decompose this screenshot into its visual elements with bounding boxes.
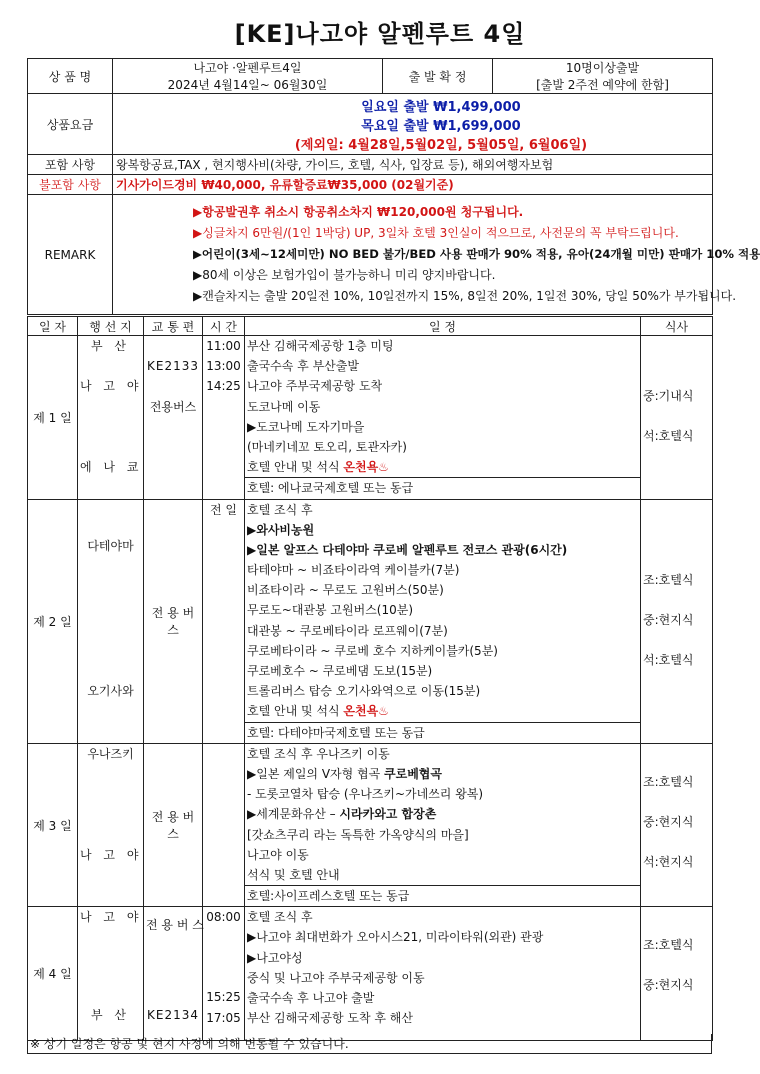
page-title: [KE]나고야 알펜루트 4일 <box>234 20 526 48</box>
itinerary-item: 타테야마 ~ 비죠타이라역 케이블카(7분) <box>247 563 460 578</box>
blank <box>78 417 143 437</box>
itinerary-item: 도코나메 이동 <box>247 399 321 414</box>
itinerary-item: 호텔 조식 후 <box>247 502 313 517</box>
meal: 조:호텔식 <box>643 572 694 587</box>
remark-cell <box>113 195 760 315</box>
product-name-cell <box>113 59 383 94</box>
included-label: 포함 사항 <box>28 155 113 175</box>
time: 14:25 <box>206 379 241 394</box>
itinerary-item: 쿠로베타이라 ~ 쿠로베 호수 지하케이블카(5분) <box>247 643 498 658</box>
meal: 석:호텔식 <box>643 429 694 444</box>
itinerary-item: 중식 및 나고야 주부국제공항 이동 <box>247 970 425 985</box>
meal: 조:호텔식 <box>643 938 694 953</box>
itinerary-item: ▶와사비농원 <box>247 522 315 537</box>
meal: 조:호텔식 <box>643 774 694 789</box>
day-transport <box>144 336 203 500</box>
remark-label: REMARK <box>28 195 113 315</box>
itinerary-item: 나고야 이동 <box>247 847 309 862</box>
dinner-text: 호텔 안내 및 석식 <box>247 460 344 475</box>
meal: 석:현지식 <box>643 855 694 870</box>
product-info-table <box>27 58 760 315</box>
remark-cancel-fee: ▶항공발권후 취소시 항공취소차지 ₩120,000원 청구됩니다. <box>193 205 524 219</box>
itinerary-item: 부산 김해국제공항 1층 미팅 <box>247 339 394 353</box>
place: 나 고 야 <box>80 379 143 394</box>
price-thursday: 목요일 출발 ₩1,699,000 <box>361 118 521 134</box>
day-meals <box>641 907 713 1041</box>
place: 우나즈키 <box>87 746 134 761</box>
price-label: 상품요금 <box>28 94 113 155</box>
flight-number: KE2134 <box>147 1008 199 1023</box>
itinerary-text: ▶일본 제일의 V자형 협곡 <box>247 766 385 781</box>
blank <box>144 336 202 356</box>
day-places <box>78 336 144 500</box>
price-excluded-dates: (제외일: 4월28일,5월02일, 5월05일, 6월06일) <box>294 137 588 153</box>
itinerary-item: 트롤리버스 탑승 오기사와역으로 이동(15분) <box>247 684 481 699</box>
time: 전 일 <box>210 502 237 517</box>
meal: 중:기내식 <box>643 389 694 403</box>
day-times <box>203 499 245 743</box>
excluded-label: 불포함 사항 <box>28 175 113 195</box>
time: 13:00 <box>206 359 241 374</box>
day-transport <box>144 907 203 1041</box>
remark-child-price: ▶어린이(3세~12세미만) NO BED 불가/BED 사용 판매가 90% 적용, 유아(24개월 미만) 판매가 10% 적용 <box>193 247 760 261</box>
time: 08:00 <box>206 910 241 925</box>
product-name-label: 상 품 명 <box>28 59 113 94</box>
itinerary-item: 나고야 주부국제공항 도착 <box>247 379 383 394</box>
itinerary-item <box>245 764 640 784</box>
flight-number: KE2133 <box>147 359 199 374</box>
itinerary-item: - 도롯코열차 탑승 (우나즈키~가네쓰리 왕복) <box>247 787 484 802</box>
day-transport: 전 용 버 스 <box>144 499 203 743</box>
itinerary-item: 무로도~대관봉 고원버스(10분) <box>247 603 414 618</box>
itinerary-item: 쿠로베호수 ~ 쿠로베댐 도보(15분) <box>247 664 433 678</box>
day-meals <box>641 336 713 500</box>
itinerary-item: (마네키네꼬 토오리, 토관자카) <box>247 439 407 454</box>
header-itinerary: 일 정 <box>245 317 641 336</box>
place: 다테야마 <box>87 538 134 553</box>
day-itinerary <box>245 743 641 907</box>
header-meal: 식사 <box>641 317 713 336</box>
hotel-info: 호텔: 다테야마국제호텔 또는 동급 <box>247 725 425 740</box>
day-row <box>28 336 713 500</box>
blank <box>144 376 202 396</box>
day-times <box>203 336 245 500</box>
day-itinerary <box>245 499 641 743</box>
day-meals <box>641 743 713 907</box>
included-text: 왕복항공료,TAX , 현지행사비(차량, 가이드, 호텔, 식사, 입장료 등), 해외여행자보험 <box>113 155 713 175</box>
product-name: 나고야 ·알펜루트4일 <box>193 61 302 75</box>
transport: 전 용 버 스 <box>146 918 204 933</box>
excluded-text: 기사가이드경비 ₩40,000, 유류할증료₩35,000 (02월기준) <box>113 175 713 195</box>
itinerary-item: ▶나고야성 <box>247 950 303 965</box>
price-sunday: 일요일 출발 ₩1,499,000 <box>361 99 521 115</box>
hotel-info: 호텔:사이프레스호텔 또는 동급 <box>247 889 410 904</box>
meal: 중:현지식 <box>643 978 694 993</box>
transport: 전용버스 <box>149 399 197 414</box>
remark-insurance: ▶80세 이상은 보험가입이 불가능하니 미리 양지바랍니다. <box>193 268 496 282</box>
time: 15:25 <box>206 990 241 1005</box>
day-row <box>28 499 713 743</box>
day-label: 제 1 일 <box>28 336 78 500</box>
itinerary-item: [갓쇼츠쿠리 라는 독특한 가옥양식의 마을] <box>247 827 469 842</box>
day-meals <box>641 499 713 743</box>
blank <box>78 397 143 417</box>
day-label: 제 2 일 <box>28 499 78 743</box>
place: 나 고 야 <box>80 910 143 925</box>
itinerary-highlight: 쿠로베협곡 <box>384 766 442 781</box>
itinerary-item <box>245 804 640 824</box>
header-day: 일 자 <box>28 317 78 336</box>
place: 에 나 쿄 <box>80 460 143 475</box>
itinerary-item: 석식 및 호텔 안내 <box>245 865 640 886</box>
itinerary-item: 출국수속 후 부산출발 <box>247 359 359 374</box>
place: 부 산 <box>91 339 130 353</box>
departure-confirm-label: 출 발 확 정 <box>383 59 493 94</box>
itinerary-item: 호텔 조식 후 우나즈키 이동 <box>247 746 390 761</box>
time: 11:00 <box>206 339 241 353</box>
day-row <box>28 907 713 1041</box>
hotel-info: 호텔: 에나쿄국제호텔 또는 동급 <box>247 481 414 496</box>
departure-booking-note: [출발 2주전 예약에 한함] <box>536 78 669 92</box>
itinerary-item: 부산 김해국제공항 도착 후 해산 <box>247 1011 413 1026</box>
itinerary-item: ▶일본 알프스 다테야마 쿠로베 알펜루트 전코스 관광(6시간) <box>247 542 568 557</box>
dinner-text: 호텔 안내 및 석식 <box>247 704 344 719</box>
itinerary-item: 비죠타이라 ~ 무로도 고원버스(50분) <box>247 583 444 598</box>
day-row <box>28 743 713 907</box>
day-itinerary <box>245 907 641 1041</box>
itinerary-item: 출국수속 후 나고야 출발 <box>247 991 375 1005</box>
itinerary-text: ▶세계문화유산 – <box>247 807 340 822</box>
footnote: ※ 상기 일정은 항공 및 현지 사정에 의해 변동될 수 있습니다. <box>27 1034 712 1054</box>
day-transport: 전 용 버 스 <box>144 743 203 907</box>
day-label: 제 3 일 <box>28 743 78 907</box>
day-places <box>78 499 144 743</box>
onsen-label: 온천욕♨ <box>343 460 389 475</box>
price-cell <box>113 94 713 155</box>
day-itinerary <box>245 336 641 500</box>
itinerary-item <box>245 701 640 722</box>
itinerary-item: ▶도코나메 도자기마을 <box>247 419 365 434</box>
day-places <box>78 743 144 907</box>
product-period: 2024년 4월14일~ 06월30일 <box>167 78 328 92</box>
place: 오기사와 <box>87 683 134 698</box>
itinerary-item <box>245 457 640 478</box>
itinerary-item: 대관봉 ~ 쿠로베타이라 로프웨이(7분) <box>247 623 448 638</box>
meal: 중:현지식 <box>643 814 694 829</box>
remark-cancel-charge: ▶캔슬차지는 출발 20일전 10%, 10일전까지 15%, 8일전 20%, 1일전 30%, 당일 50%가 부가됩니다. <box>193 289 737 303</box>
itinerary-item: 호텔 조식 후 <box>247 910 313 925</box>
time: 17:05 <box>206 1010 241 1025</box>
header-transport: 교 통 편 <box>144 317 203 336</box>
day-times <box>203 743 245 907</box>
remark-single-charge: ▶싱글차지 6만원/(1인 1박당) UP, 3일차 호텔 3인실이 적으므로, 사전문의 꼭 부탁드립니다. <box>193 226 679 240</box>
place: 나 고 야 <box>80 847 143 862</box>
meal: 중:현지식 <box>643 612 694 627</box>
day-times <box>203 907 245 1041</box>
onsen-label: 온천욕♨ <box>343 704 389 719</box>
itinerary-highlight: 시라카와고 합장촌 <box>339 807 437 822</box>
meal: 석:호텔식 <box>643 652 694 667</box>
blank <box>78 437 143 457</box>
day-label: 제 4 일 <box>28 907 78 1041</box>
itinerary-item: ▶나고야 최대번화가 오아시스21, 미라이타워(외관) 관광 <box>247 930 544 945</box>
blank <box>78 356 143 376</box>
header-place: 행 선 지 <box>78 317 144 336</box>
departure-min-people: 10명이상출발 <box>565 61 640 75</box>
departure-confirm-cell <box>493 59 713 94</box>
day-places <box>78 907 144 1041</box>
schedule-table <box>27 316 713 1041</box>
place: 부 산 <box>91 1008 130 1023</box>
header-time: 시 간 <box>203 317 245 336</box>
